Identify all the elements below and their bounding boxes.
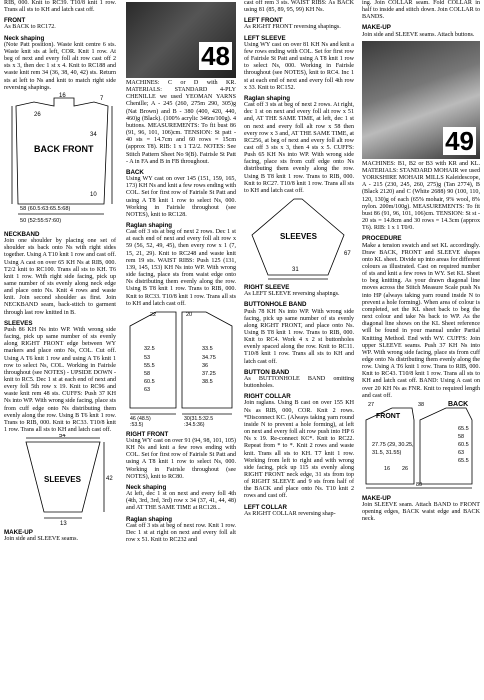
heading-front: FRONT: [4, 17, 26, 25]
column-1: [4, 0, 116, 544]
diagram-front-back: [362, 400, 480, 492]
heading-back: BACK: [126, 168, 144, 176]
diagram-back-front-2: [126, 308, 236, 428]
dim-7: 7: [100, 95, 104, 102]
text-buttonhole: Push 78 KH Ns into WP. With wrong side facing, pick up same number of sts evenly along RIGHT FRONT, and place onto Ns. Using B T8 knit 1 row. Trans to RIB, 000. Knit to RC4. Work 4 x 2 st buttonholes evenly spaced along the row. Knit to RC11. T10/8 knit 1 row. Trans all sts to KH and latch cast off.: [244, 308, 354, 365]
dim-65-1: 65.5: [458, 425, 469, 432]
text-procedure: Make a tension swatch and set KL accordingly. Draw BACK, FRONT and SLEEVE shapes onto KL sheet. Divide up into areas for different colours as illustrated. Cast on required number of sts and knit a few rows in WY. Set KL Sheet to beg knitting. As your drawn diagonal line moves across the Stitch Measure Scale push Ns into HP (always taking yarn round inside N to prevent a hole forming). When area of colour is completed, set the KL sheet back to beg the next colour and take Ns back to WP. As the diagonal line shows on the KL Sheet reference will be found in your manual under Partial Knitting Method. End with WY. CUFFS: Join upper SLEEVE seams. Push 37 KH Ns into WP. With wrong side facing, place sts from cuff edge onto Ns distributing them evenly along the row. Using A T6 knit 1 row. Trans to RIB, 000. Knit to RC43. T10/8 knit 1 row. Trans all sts to KH and latch cast off. BAND: Using A cast on over 20 KH Ns as FNR. Knit to required length and cast off.: [362, 242, 480, 399]
dim-b2b: :34.5:36): [184, 421, 205, 428]
dim-22: 22: [150, 311, 157, 318]
heading-raglan: Raglan shaping: [126, 221, 173, 229]
heading-neckband: NECKBAND: [4, 230, 40, 238]
label-sleeves-1: SLEEVES: [44, 475, 81, 485]
text-makeup-1: Join side and SLEEVE seams.: [4, 536, 78, 543]
label-sleeves-2: SLEEVES: [280, 232, 317, 242]
dim-65-2: 65.5: [458, 457, 469, 464]
dim-b2: 30(31.5:32.5: [184, 415, 214, 422]
text-left-sleeve: Using WY cast on over 81 KH Ns and knit a few rows ending with COL. Set for first row of Fairisle St Patt and using A T8 knit 1 row to select Ns, 000. Working in Fairisle throughout (see NOTES), knit to RC4. Inc 1 st at each end of next and every foll 4th row x 33. Knit to RC152.: [244, 41, 354, 91]
text-machines-49: MACHINES: B1, B2 or B3 with KR and KL. MATERIALS: STANDARD MOHAIR we used YORKSHIRE MOHAIR MILLS Kaleidescope, A - 215 (230, 245, 260, 275)g (Tan 2774), B (Black 2120) and C (White 2688) 90 (100, 110, 120, 130)g of each (65% mohair, 9% wool, 8% nylon. 200m/100g). MEASUREMENTS: To fit bust 86 (91, 96, 101, 106)cm. TENSION: St st - 20 sts = 14.8cm and 30 rows = 14.3cm (approx T6). RIB: 1 x 1 T0/0.: [362, 160, 480, 232]
heading-left-collar: LEFT COLLAR: [244, 503, 287, 511]
column-4: [362, 0, 480, 524]
dim-bottom-2: 50 (52:55:57:60): [20, 217, 62, 224]
badge-49: 49: [445, 125, 474, 156]
dim-20: 20: [186, 311, 193, 318]
text-right-sleeve: As LEFT SLEEVE reversing shapings.: [244, 291, 340, 298]
text-sleeves: Push 86 KH Ns into WP. With wrong side facing, pick up same number of sts evenly along RIGHT FRONT edge between WY markers and place onto Ns, COL. Cut off. Using A T6 knit 1 row and using A T6 knit 1 row to select Ns, COL. Working in Fairisle throughout (see NOTES) - UPSIDE DOWN - knit to RC5. Dec 1 st at each end of next and every foll 5th row x 19. Knit to RC96 and waste knit rem 48 sts. CUFFS: Push 37 KH Ns into WP. With wrong side facing, place sts from cuff edge onto Ns distributing them evenly along the row. Using B T6 knit 1 row. Trans to RIB, 000. Knit to RC33. T10/8 knit 1 row. Trans all sts to KH and latch cast off.: [4, 326, 116, 434]
text-back: Using WY cast on over 145 (151, 159, 165, 173) KH Ns and knit a few rows ending with COL. Set for first row of Fairisle St Patt and using A T8 knit 1 row to select Ns, 000. Working in Fairisle throughout (see NOTES), knit to RC128.: [126, 176, 236, 218]
heading-buttonhole: BUTTONHOLE BAND: [244, 301, 307, 309]
dim-67: 67: [344, 251, 351, 258]
heading-right-collar: RIGHT COLLAR: [244, 393, 291, 401]
dim-16: 16: [59, 92, 66, 99]
text-neck: (Note Patt position). Waste knit centre 6 sts. Waste knit sts at left, COR. Knit 1 row. At beg of next and every foll alt row cast off 2 sts x 3, then dec 1 st x 4. Knit to RC188 and waste knit rem 34 (36, 38, 40, 42) sts. Return sts at left to Ns and knit to match right side reversing shapings.: [4, 41, 116, 91]
diagram-sleeves-1: [4, 434, 116, 526]
diagram-sleeves-2: [244, 195, 354, 281]
right-num-4: 38.5: [202, 378, 213, 385]
label-front: FRONT: [376, 412, 401, 420]
text-rf-raglan: Cast off 3 sts at beg of next row. Knit 1 row. Dec 1 st at right on next and every foll alt row x 51. Knit to RC232 and: [126, 522, 236, 544]
dim-mid-2: 31.5, 31.55): [372, 449, 402, 456]
heading-rf-neck: Neck shaping: [126, 483, 167, 491]
dim-26-b: 26: [402, 465, 409, 472]
left-num-5: 63: [144, 386, 151, 393]
dim-42: 42: [106, 476, 113, 483]
dim-80: 80: [416, 481, 423, 488]
dim-54: 54: [59, 434, 66, 440]
heading-left-front: LEFT FRONT: [244, 17, 283, 25]
dim-58: 58: [458, 433, 465, 440]
heading-rf-raglan: Raglan shaping: [126, 515, 173, 523]
heading-right-sleeve: RIGHT SLEEVE: [244, 284, 290, 292]
heading-right-front: RIGHT FRONT: [126, 430, 169, 438]
column-2: [126, 0, 236, 544]
dim-mid-1: 27.75 (29, 30.25,: [372, 441, 414, 448]
text-left-front: As RIGHT FRONT reversing shapings.: [244, 24, 341, 31]
diagram-back-front: [4, 92, 116, 228]
dim-bottom-1: 58 (60.5:63:65.5:68): [20, 205, 71, 212]
dim-31: 31: [292, 267, 299, 274]
dim-b1c: :53.5): [130, 421, 144, 428]
heading-makeup-1: MAKE-UP: [4, 529, 33, 537]
text-col4-top: ing. Join COLLAR seam. Fold COLLAR in half to inside and stitch down. Join COLLAR to BANDS.: [362, 0, 480, 21]
text-right-front: Using WY cast on over 91 (94, 98, 101, 105) KH Ns and knit a few rows ending with COL. Set for first row of Fairisle St Patt and using A T8 knit 1 row to select Ns, 000. Working in Fairisle throughout (see NOTES), knit to RC80.: [126, 438, 236, 480]
left-num-1: 53: [144, 354, 151, 361]
heading-makeup-2: MAKE-UP: [362, 24, 391, 32]
right-num-1: 34.75: [202, 354, 216, 361]
heading-button-band: BUTTON BAND: [244, 368, 290, 376]
right-num-2: 36: [202, 362, 209, 369]
right-num-0: 33.5: [202, 345, 213, 352]
photo-48-block: [126, 0, 236, 78]
text-rf-neck: At left, dec 1 st on next and every foll 4th (4th, 3rd, 3rd, 3rd) row x 34 (37, 41, 44, 48) and AT THE SAME TIME at RC128...: [126, 491, 236, 512]
heading-left-sleeve: LEFT SLEEVE: [244, 34, 286, 42]
text-ls-raglan: Cast off 3 sts at beg of next 2 rows. At right, dec 1 st on next and every foll alt row x 51 and, AT THE SAME TIME, at left, dec 1 st on next and every foll alt row x 58 then every row x 3 and, AT THE SAME TIME, at RC256, at beg of next and every foll alt row cast off 3 sts x 3, then 4 sts x 5. CUFFS: Push 65 KH Ns into WP. With wrong side facing, place sts from cuff edge onto Ns distributing them evenly along the row. Using B T8 knit 1 row. Trans to RIB, 000. Knit to RC27. T10/8 knit 1 row. Trans all sts to KH and latch cast off.: [244, 102, 354, 194]
badge-48: 48: [201, 41, 230, 71]
dim-b1: 46 (48.5): [130, 415, 151, 422]
text-left-collar: As RIGHT COLLAR reversing shap-: [244, 510, 336, 517]
dim-27: 27: [368, 401, 375, 408]
dim-63: 63: [458, 449, 465, 456]
column-3: [244, 0, 354, 518]
label-back-2: BACK: [448, 400, 469, 408]
left-num-0: 32.5: [144, 345, 155, 352]
right-num-3: 37.25: [202, 370, 216, 377]
dim-38: 38: [418, 401, 425, 408]
left-num-3: 58: [144, 370, 151, 377]
text-makeup-2: Join side and SLEEVE seams. Attach buttons.: [362, 31, 475, 38]
dim-16-b: 16: [384, 465, 391, 472]
photo-49-block: [362, 41, 480, 159]
heading-ls-raglan: Raglan shaping: [244, 94, 291, 102]
heading-sleeves: SLEEVES: [4, 319, 33, 327]
left-num-2: 55.5: [144, 362, 155, 369]
text-makeup-3: Join SLEEVE seam. Attach BAND to FRONT opening edges, BACK waist edge and BACK neck.: [362, 502, 480, 523]
dim-26: 26: [34, 111, 41, 118]
text-button-band: As BUTTONHOLE BAND omitting buttonholes.: [244, 375, 354, 390]
text-col3-top: cast off rem 3 sts. WAIST RIBS: As BACK using 81 (85, 89, 95, 99) KH Ns.: [244, 0, 354, 14]
dim-13: 13: [60, 521, 67, 527]
text-neckband: Join one shoulder by placing one set of shoulder sts back onto Ns with right sides together. Using A T10 knit 1 row and cast off. Using A cast on over 65 KH Ns at RIB, 000. T2/2 knit to RC100. Trans all sts to KH. T6 knit 1 row. With right side facing, pick up same number of sts evenly along neck edge and place onto Ns. Knit 4 rows and waste knit. Join second shoulder as first. Join NECKBAND seam, back-stitch to garment through last row knitted in B.: [4, 238, 116, 316]
text-machines-48: MACHINES: C or D with KR. MATERIALS: STANDARD 4-PLY CHENILLE we used YEOMAN YARNS Chenille; A - 245 (260, 275m 290, 305)g (Nat Brown) and B - 380 (400, 420, 440, 460)g (Black). (100% acrylic 346m/100g). 4 buttons. MEASUREMENTS: To fit bust 86 (91, 96, 101, 106)cm. TENSION: St patt - 40 sts = 14.7cm and 60 rows = 15cm (approx T8). RIB: 1 x 1 T2/2. NOTES: See Stitch Pattern Sheet No 9(B). Fairisle St Patt - A in FA and B in FB throughout.: [126, 80, 236, 165]
text-right-collar: Join raglans. Using B cast on over 155 KH Ns as RIB, 000, COR. Knit 2 rows. *Disconnect KC. (Always taking yarn round inside N to prevent a hole forming), at left on next and every foll alt row push into HP 6 Ns x 19. Re-connect KC*. Knit to RC22. Repeat from * to *. Knit 2 rows and waste knit. Trans all sts to KH. T7 knit 1 row. Working from left to right and with wrong side facing, pick up 115 sts evenly along RIGHT FRONT neck edge, 31 sts from top of RIGHT SLEEVE and 9 sts from half of the BACK and place onto Ns. T10 knit 2 rows and cast off.: [244, 400, 354, 500]
heading-neck: Neck shaping: [4, 34, 45, 42]
heading-makeup-3: MAKE-UP: [362, 494, 391, 502]
text-intro: RIB, 000. Knit to RC39. T10/8 knit 1 row. Trans all sts to KH and latch cast off.: [4, 0, 116, 14]
dim-34: 34: [90, 131, 97, 138]
heading-procedure: PROCEDURE: [362, 235, 402, 243]
left-num-4: 60.5: [144, 378, 155, 385]
dim-10: 10: [90, 191, 97, 198]
dim-60: 60.5: [458, 441, 469, 448]
text-front: As BACK to RC172.: [4, 24, 56, 31]
text-raglan: Cast off 3 sts at beg of next 2 rows. Dec 1 st at each end of next and every foll alt row x 59 (56, 52, 49, 45), then every row x 1 (7, 15, 21, 29). Knit to RC248 and waste knit rem 19 sts. WAIST RIBS: Push 125 (131, 139, 145, 153) KH Ns into WP. With wrong side facing, place sts from waist edge onto Ns distributing them evenly along the row. Using B T8 knit 1 row. Trans to RIB, 000. Knit to RC33. T10/8 knit 1 row. Trans all sts to KH and latch cast off.: [126, 229, 236, 307]
label-back: BACK FRONT: [34, 143, 94, 154]
